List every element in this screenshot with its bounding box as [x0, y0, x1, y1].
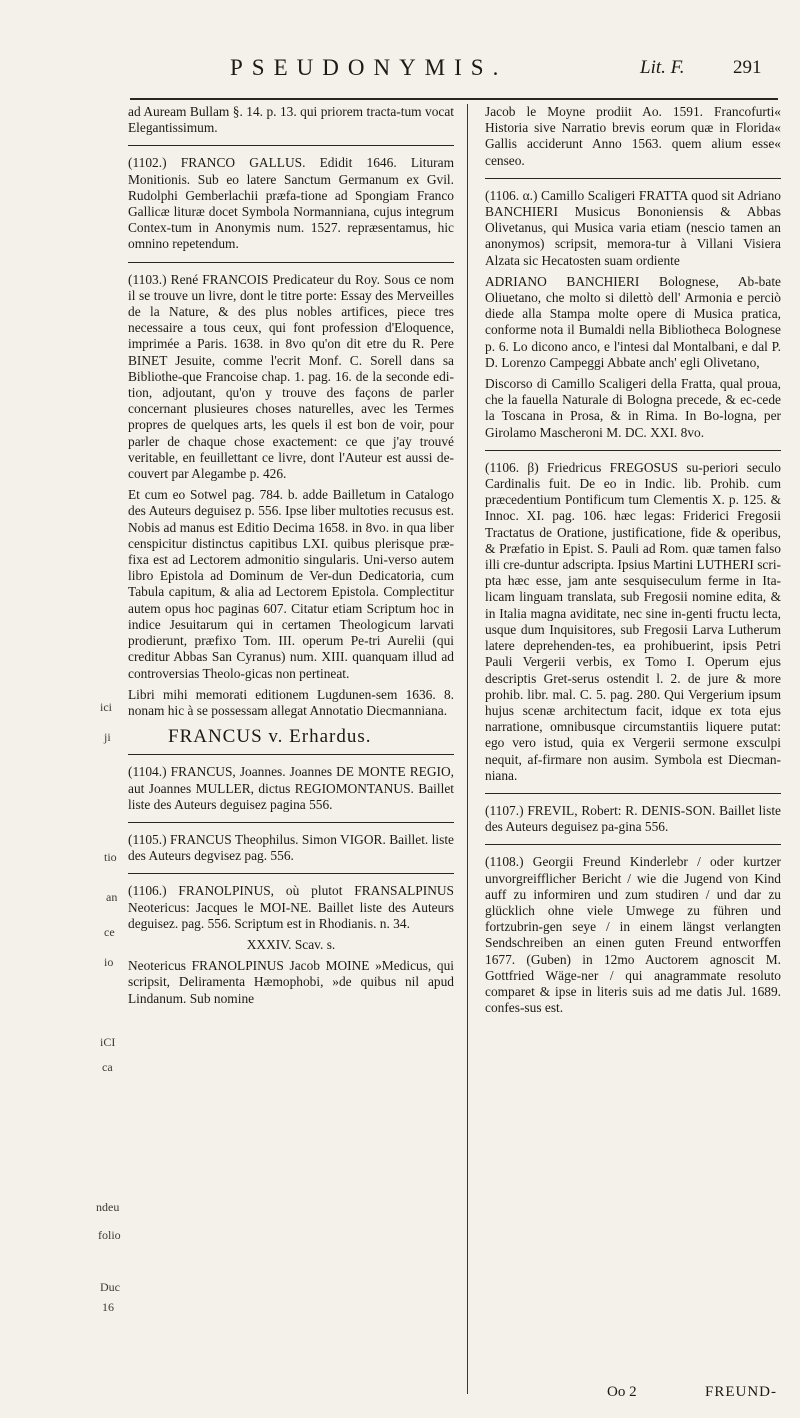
- entry-paragraph: (1107.) FREVIL, Robert: R. DENIS-SON. Baillet liste des Auteurs deguisez pa-gina 556.: [485, 802, 781, 835]
- entry-separator: [128, 822, 454, 823]
- entry-paragraph: (1108.) Georgii Freund Kinderlebr / oder kurtzer unvorgreifflicher Bericht / wie die Jugend von Kind auff zu informiren und zum studiren / und dar zu glücklich ohne viele Umwege zu führen und fortzubrin-gen seye / in einem längst verlangten Sendschreiben an einen guten Freund entworffen 1677. (Guben) in 12mo Auctorem agnoscit M. Gottfried Wäge-ner / qui anagrammate resoluto comparet & ipse in literis suis ad me datis Jul. 1689. confes-sus est.: [485, 854, 781, 1016]
- centered-line: XXXIV. Scav. s.: [246, 936, 336, 952]
- running-title: PSEUDONYMIS.: [230, 55, 508, 80]
- entry-paragraph: (1106. α.) Camillo Scaligeri FRATTA quod sit Adriano BANCHIERI Musicus Bononiensis & Abbas Olivetanus, qui Musica varia etiam (nescio tamen an anonymos) scripsit, memora-tur à Villani Visiera Alzata sic Hecatosten suam ordiente: [485, 187, 781, 268]
- margin-fragment: tio: [104, 850, 117, 864]
- entry-paragraph: (1102.) FRANCO GALLUS. Edidit 1646. Lituram Monitionis. Sub eo latere Sanctum Germanum ex Gvil. Rudolphi Gemberlachii præfa-tione ad Spongiam Franco Gallicæ lituræ docet Symbola Normanniana, cujus integrum Contex-tum in Anonymis num. 1527. repræsentamus, hic omnino repetendum.: [128, 155, 454, 252]
- entry-paragraph: (1105.) FRANCUS Theophilus. Simon VIGOR. Baillet. liste des Auteurs degvisez pag. 556.: [128, 831, 454, 864]
- section-label: Lit. F.: [640, 57, 685, 78]
- running-header: [0, 55, 800, 91]
- margin-fragment: an: [106, 890, 118, 904]
- entry-paragraph: (1106.) FRANOLPINUS, où plutot FRANSALPINUS Neotericus: Jacques le MOI-NE. Baillet liste des Auteurs deguisez. pag. 556. Scriptum est in Rhodianis. n. 34.: [128, 883, 454, 931]
- margin-fragment: io: [104, 955, 114, 969]
- margin-fragment: iCI: [100, 1035, 116, 1049]
- left-column: [128, 104, 454, 1012]
- margin-fragment: ji: [104, 730, 111, 744]
- entry-paragraph: Et cum eo Sotwel pag. 784. b. adde Bailletum in Catalogo des Auteurs deguisez p. 556. Ipse liber multoties recusus est. Nobis ad manus est Editio Decima 1658. in 8vo. in qua liber censpicitur distinctus capitibus LXI. quibus plerisque præ-fixa est ad Lectorem admonitio singularis. Uni-verso autem libro Epistola ad Dominum de Ver-dun Dedicatoria, cum Tabula capitum, & alia ad Lectorem Epistola. Complectitur autem opus hoc paginas 607. Citatur etiam Scriptum hoc in indice Jesuitarum qui in certamen Theologicum larvati prodierunt, præfixo Tom. III. operum Pe-tri Aurelii (qui creditur Abbas San Cyranus) num. XIII. quanquam illud ad controversias Theolo-gicas non pertineat.: [128, 487, 454, 681]
- entry-paragraph: (1106. β) Friedricus FREGOSUS su-periori seculo Cardinalis fuit. De eo in Indic. lib. Prohib. cum præcedentium Pontificum tum Clementis X. p. 125. & Innoc. XI. pag. 106. hæc legas: Friderici Fregosii Tractatus de Oratione, justificatione, fide & operibus, & Præfatio in Epist. S. Pauli ad Rom. quæ tamen falso illi cre-duntur adscripta. Ipsius Martini LUTHERI scri-pta hæc esse, jam ante sesquiseculum ferme in Ita-licam linguam translata, sub Fregosii nomine edita, & in Italia magna aviditate, nec sine in-genti fructu lecta, usque dum Inquisitores, sub Fregosii Larva Lutherum latere deprehenden-tes, ea prohibuerint, ipsis Petri Pauli Vergerii verbis, ex Tomo I. Operum ejus descriptis Gret-serus ostendit l. 2. de jure & more prohib. libr. mal. C. 5. pag. 280. Qui Vergerium ipsum hujus scenæ architectum facit, idque ex tota ejus narratione, omnibusque circumstantiis liquere putat: ego vero istud, quia ex Vergerii sermone exsculpi nequit, af-firmare non ausim. Symbola est Diecman-niana.: [485, 459, 781, 783]
- margin-fragment: ici: [100, 700, 112, 714]
- cross-reference-heading: FRANCUS v. Erhardus.: [168, 726, 372, 748]
- signature-mark: Oo 2: [607, 1384, 637, 1400]
- entry-separator: [485, 793, 781, 794]
- entry-paragraph: (1104.) FRANCUS, Joannes. Joannes DE MONTE REGIO, aut Joannes MULLER, dictus REGIOMONTANUS. Baillet liste des Auteurs deguisez pagina 556.: [128, 764, 454, 812]
- entry-paragraph: (1103.) René FRANCOIS Predicateur du Roy. Sous ce nom il se trouve un livre, dont le titre porte: Essay des Merveilles de la Nature, & des plus nobles artifices, piece tres necessaire a tous ceux, qui font profession d'Eloquence, imprimée a Paris. 1638. in 8vo qu'on dit etre du R. Pere BINET Jesuite, comme l'ecrit Monf. C. Sorell dans sa Bibliothe-que Francoise chap. 1. pag. 16. de la seconde edi-tion, adjoutant, qu'on y trouve des façons de parler concernant plusieures choses naturelles, avec les Termes propres de quelques arts, les quels il est bon de voir, pour parler de chaque chose exactement: ce que j'ay trouvé veritable, en feuillettant ce livre, dont l'Auteur est aussi de-couvert par Alegambe p. 426.: [128, 271, 454, 482]
- entry-separator: [485, 178, 781, 179]
- margin-fragment: ndeu: [96, 1200, 120, 1214]
- entry-separator: [128, 262, 454, 263]
- entry-separator: [128, 145, 454, 146]
- entry-separator: [485, 844, 781, 845]
- left-margin-bleed: [0, 0, 120, 1418]
- entry-paragraph: Libri mihi memorati editionem Lugdunen-sem 1636. 8. nonam hic à se possessam allegat Annotatio Diecmanniana.: [128, 686, 454, 718]
- column-divider: [467, 104, 468, 1394]
- margin-fragment: folio: [98, 1228, 121, 1242]
- entry-paragraph: ADRIANO BANCHIERI Bolognese, Ab-bate Oliuetano, che molto si dilettò dell' Armonia e perciò diede alla Stampa molte opere di Musica pratica, conforme nota il Bumaldi nella Bibliotheca Bolognese p. 6. Lo dicono anco, e l'intesi dal Montalbani, e dal P. D. Lorenzo Campeggi Abbate anch' egli Olivetano,: [485, 273, 781, 370]
- page-footer: [0, 1384, 800, 1408]
- page-number: 291: [733, 57, 762, 78]
- entry-paragraph: ad Auream Bullam §. 14. p. 13. qui priorem tracta-tum vocat Elegantissimum.: [128, 104, 454, 136]
- entry-paragraph: Jacob le Moyne prodiit Ao. 1591. Francofurti« Historia sive Narratio brevis eorum quæ in Florida« Gallis acciderunt Anno 1563. quem alium esse« censeo.: [485, 104, 781, 168]
- margin-fragment: Duc: [100, 1280, 120, 1294]
- entry-separator: [485, 450, 781, 451]
- margin-fragment: ca: [102, 1060, 113, 1074]
- margin-fragment: 16: [102, 1300, 114, 1314]
- entry-paragraph: Neotericus FRANOLPINUS Jacob MOINE »Medicus, qui scripsit, Deliramenta Hæmophobi, »de quibus nil apud Lindanum. Sub nomine: [128, 958, 454, 1006]
- right-column: [485, 104, 781, 1021]
- header-rule: [130, 98, 778, 100]
- entry-paragraph: Discorso di Camillo Scaligeri della Fratta, qual proua, che la fauella Naturale di Bologna precede, & ec-cede la Toscana in Prosa, & in Rima. In Bo-logna, per Girolamo Mascheroni M. DC. XXI. 8vo.: [485, 376, 781, 440]
- catchword: FREUND-: [705, 1384, 778, 1400]
- entry-separator: [128, 873, 454, 874]
- margin-fragment: ce: [104, 925, 115, 939]
- entry-separator: [128, 754, 454, 755]
